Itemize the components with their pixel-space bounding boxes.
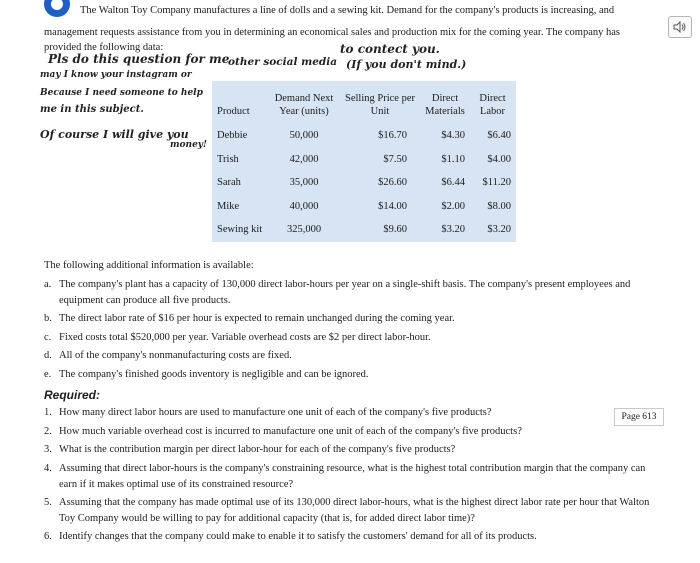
list-item	[44, 348, 664, 364]
table-row	[212, 195, 516, 219]
question-number: 3.	[44, 444, 52, 455]
question-text: How much variable overhead cost is incurred to manufacture one unit of each of the company's five products?	[59, 426, 522, 437]
table-row	[212, 218, 516, 242]
cell-product: Sarah	[217, 177, 241, 189]
handwritten-note-1b: to contect you.	[340, 42, 440, 56]
table-row	[212, 148, 516, 172]
question-item	[44, 495, 664, 526]
page-reference: Page 613	[614, 408, 664, 426]
handwritten-note-1: Pls do this question for me	[48, 52, 230, 66]
cell-materials: $6.44	[441, 177, 465, 189]
handwritten-note-2: may I know your instagram or	[40, 70, 192, 80]
list-item	[44, 367, 664, 383]
handwritten-note-5: Of course I will give you	[40, 128, 189, 141]
question-number: 1.	[44, 407, 52, 418]
cell-demand: 40,000	[289, 200, 319, 212]
item-label: e.	[44, 369, 52, 380]
question-item	[44, 424, 604, 440]
item-text: Fixed costs total $520,000 per year. Variable overhead costs are $2 per direct labor-hour.	[59, 332, 431, 343]
cell-demand: 50,000	[289, 130, 319, 142]
circle-badge-icon	[44, 0, 70, 17]
handwritten-note-2b: other social media	[228, 56, 338, 68]
question-number: 2.	[44, 426, 52, 437]
cell-price: $16.70	[378, 130, 407, 142]
handwritten-note-4: me in this subject.	[40, 104, 144, 115]
question-text: What is the contribution margin per direct labor-hour for each of the company's five products?	[59, 444, 456, 455]
table-header-row	[212, 81, 516, 124]
cell-price: $26.60	[378, 177, 407, 189]
cell-demand: 42,000	[289, 153, 319, 165]
intro-line-2: management requests assistance from you in determining an economical sales and production mix for the coming year. The company has	[44, 27, 620, 38]
cell-materials: $4.30	[441, 130, 465, 142]
handwritten-note-2c: (If you don't mind.)	[346, 58, 467, 71]
question-text: Assuming that the company has made optimal use of its 130,000 direct labor-hours, what is the highest direct labor rate per hour that Walton Toy Company would be willing to pay for additional capacity (that is, for added direct labor time)?	[59, 497, 650, 524]
question-number: 5.	[44, 497, 52, 508]
speaker-icon[interactable]	[668, 16, 692, 38]
product-data-table	[212, 81, 516, 242]
question-text: How many direct labor hours are used to manufacture one unit of each of the company's five products?	[59, 407, 492, 418]
item-label: d.	[44, 350, 52, 361]
cell-materials: $2.00	[441, 200, 465, 212]
cell-demand: 325,000	[286, 224, 322, 236]
required-heading: Required:	[44, 388, 101, 402]
intro-line-1: The Walton Toy Company manufactures a line of dolls and a sewing kit. Demand for the company's products is increasing, and	[80, 5, 615, 16]
handwritten-note-3: Because I need someone to help	[40, 88, 203, 98]
cell-demand: 35,000	[289, 177, 319, 189]
list-item	[44, 330, 664, 346]
cell-product: Mike	[217, 200, 240, 212]
header-direct-labor: Direct Labor	[479, 93, 506, 117]
header-direct-materials: Direct Materials	[425, 93, 465, 117]
cell-product: Trish	[217, 153, 239, 165]
cell-materials: $1.10	[441, 153, 465, 165]
item-text: The company's plant has a capacity of 130,000 direct labor-hours per year on a single-shift basis. The company's present employees and equipment can produce all five products.	[59, 279, 631, 306]
cell-labor: $11.20	[482, 177, 511, 189]
cell-price: $14.00	[378, 200, 407, 212]
cell-price: $7.50	[383, 153, 407, 165]
table-row	[212, 171, 516, 195]
cell-labor: $6.40	[487, 130, 511, 142]
question-text: Identify changes that the company could make to enable it to satisfy the customers' demand for all of its products.	[59, 531, 537, 542]
header-selling-price: Selling Price per Unit	[345, 93, 415, 117]
header-product: Product	[217, 106, 250, 117]
question-number: 6.	[44, 531, 52, 542]
cell-product: Sewing kit	[217, 224, 263, 236]
question-item	[44, 405, 604, 421]
item-label: b.	[44, 313, 52, 324]
question-item	[44, 529, 664, 545]
handwritten-note-6: money!	[170, 140, 207, 150]
item-label: a.	[44, 279, 52, 290]
cell-labor: $8.00	[487, 200, 511, 212]
item-label: c.	[44, 332, 52, 343]
question-text: Assuming that direct labor-hours is the company's constraining resource, what is the highest total contribution margin that the company can earn if it makes optimal use of its constrained resource?	[59, 463, 646, 490]
cell-price: $9.60	[383, 224, 407, 236]
item-text: All of the company's nonmanufacturing costs are fixed.	[59, 350, 292, 361]
cell-product: Debbie	[217, 130, 248, 142]
item-text: The direct labor rate of $16 per hour is expected to remain unchanged during the coming year.	[59, 313, 455, 324]
question-number: 4.	[44, 463, 52, 474]
intro-line-3: provided the following data:	[44, 42, 164, 53]
cell-labor: $4.00	[487, 153, 511, 165]
question-item	[44, 461, 664, 492]
additional-info-intro: The following additional information is available:	[44, 260, 254, 271]
list-item	[44, 277, 664, 308]
header-demand: Demand Next Year (units)	[274, 93, 334, 117]
cell-materials: $3.20	[441, 224, 465, 236]
table-row	[212, 124, 516, 148]
question-item	[44, 442, 664, 458]
item-text: The company's finished goods inventory is negligible and can be ignored.	[59, 369, 369, 380]
list-item	[44, 311, 664, 327]
cell-labor: $3.20	[487, 224, 511, 236]
